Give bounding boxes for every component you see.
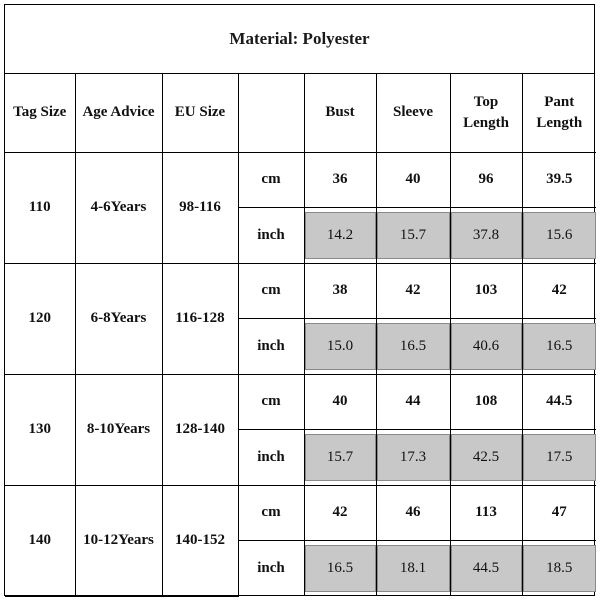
tag-size-cell: 140	[5, 485, 75, 596]
table-row	[5, 374, 596, 430]
header-bust: Bust	[304, 74, 376, 152]
age-advice-cell: 10-12Years	[75, 485, 162, 596]
size-chart	[4, 4, 595, 596]
size-table	[5, 74, 596, 597]
age-advice-cell: 6-8Years	[75, 263, 162, 374]
bust-cm-cell: 38	[304, 263, 376, 319]
eu-size-cell: 98-116	[162, 152, 238, 263]
unit-inch-label: inch	[238, 430, 304, 486]
top-length-inch-cell: 44.5	[451, 545, 522, 592]
bust-inch-cell: 16.5	[305, 545, 376, 592]
sleeve-inch-cell: 16.5	[377, 323, 450, 370]
tag-size-cell: 120	[5, 263, 75, 374]
top-length-cm-cell: 113	[450, 485, 522, 541]
sleeve-cm-cell: 46	[376, 485, 450, 541]
header-sleeve: Sleeve	[376, 74, 450, 152]
eu-size-cell: 140-152	[162, 485, 238, 596]
table-row	[5, 263, 596, 319]
top-length-cm-cell: 96	[450, 152, 522, 208]
header-top-length: Top Length	[450, 74, 522, 152]
unit-inch-label: inch	[238, 208, 304, 264]
sleeve-inch-cell: 15.7	[377, 212, 450, 259]
unit-inch-label: inch	[238, 319, 304, 375]
pant-length-cm-cell: 47	[522, 485, 596, 541]
table-row	[5, 485, 596, 541]
header-unit	[238, 74, 304, 152]
pant-length-cm-cell: 42	[522, 263, 596, 319]
top-length-cm-cell: 108	[450, 374, 522, 430]
table-row	[5, 152, 596, 208]
bust-inch-cell: 14.2	[305, 212, 376, 259]
pant-length-inch-cell: 15.6	[523, 212, 597, 259]
unit-cm-label: cm	[238, 263, 304, 319]
pant-length-inch-cell: 17.5	[523, 434, 597, 481]
sleeve-cm-cell: 40	[376, 152, 450, 208]
sleeve-inch-cell: 18.1	[377, 545, 450, 592]
header-age-advice: Age Advice	[75, 74, 162, 152]
header-eu-size: EU Size	[162, 74, 238, 152]
sleeve-inch-cell: 17.3	[377, 434, 450, 481]
pant-length-inch-cell: 18.5	[523, 545, 597, 592]
tag-size-cell: 130	[5, 374, 75, 485]
sleeve-cm-cell: 42	[376, 263, 450, 319]
chart-title: Material: Polyester	[5, 5, 594, 74]
bust-cm-cell: 40	[304, 374, 376, 430]
age-advice-cell: 4-6Years	[75, 152, 162, 263]
unit-cm-label: cm	[238, 374, 304, 430]
age-advice-cell: 8-10Years	[75, 374, 162, 485]
header-tag-size: Tag Size	[5, 74, 75, 152]
top-length-inch-cell: 40.6	[451, 323, 522, 370]
bust-inch-cell: 15.7	[305, 434, 376, 481]
sleeve-cm-cell: 44	[376, 374, 450, 430]
bust-cm-cell: 42	[304, 485, 376, 541]
top-length-inch-cell: 42.5	[451, 434, 522, 481]
top-length-inch-cell: 37.8	[451, 212, 522, 259]
unit-cm-label: cm	[238, 152, 304, 208]
eu-size-cell: 116-128	[162, 263, 238, 374]
unit-cm-label: cm	[238, 485, 304, 541]
top-length-cm-cell: 103	[450, 263, 522, 319]
eu-size-cell: 128-140	[162, 374, 238, 485]
header-pant-length: Pant Length	[522, 74, 596, 152]
pant-length-cm-cell: 44.5	[522, 374, 596, 430]
bust-cm-cell: 36	[304, 152, 376, 208]
tag-size-cell: 110	[5, 152, 75, 263]
pant-length-cm-cell: 39.5	[522, 152, 596, 208]
unit-inch-label: inch	[238, 541, 304, 597]
pant-length-inch-cell: 16.5	[523, 323, 597, 370]
bust-inch-cell: 15.0	[305, 323, 376, 370]
header-row	[5, 74, 596, 152]
